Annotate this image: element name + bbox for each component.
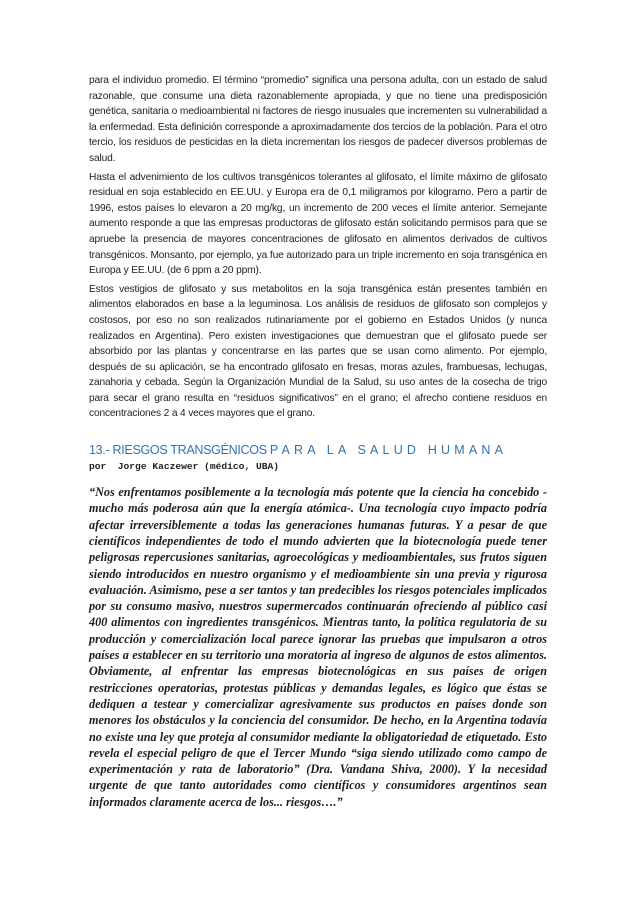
paragraph-vestigios-glifosato: Estos vestigios de glifosato y sus metabolitos en la soja transgénica están presentes también en alimentos elaborados en base a la leguminosa. Los análisis de residuos de glifosato son complejos y costosos, por eso no son realizados rutinariamente por el gobierno en Estados Unidos (y nunca realizados en Argentina). Pero existen investigaciones que demuestran que el glifosato puede ser absorbido por las plantas y concentrarse en las partes que se usan como alimento. Por ejemplo, después de su aplicación, se ha encontrado glifosato en fresas, moras azules, frambuesas, lechugas, zanahoria y cebada. Según la Organización Mundial de la Salud, su uso antes de la cosecha de trigo para secar el grano resulta en “residuos significativos” en el grano; el afrecho contiene residuos en concentraciones 2 a 4 veces mayores que el grano. — [89, 283, 547, 420]
paragraph-promedio: para el individuo promedio. El término “promedio” significa una persona adulta, con un estado de salud razonable, que consume una dieta razonablemente apropiada, y que no tiene una predisposición genética, sanitaria o medioambiental ni factores de riesgo inusuales que incrementen su vulnerabilidad a la enfermedad. Esta definición corresponde a aproximadamente dos tercios de la población. Para el otro tercio, los residuos de pesticidas en la dieta incrementan los riesgos de padecer diversos problemas de salud. — [89, 75, 547, 164]
quote-paragraph: “Nos enfrentamos posiblemente a la tecnología más potente que la ciencia ha concebido -mucho más poderosa aún que la energía atómica-. Una tecnología cuyo impacto podría afectar irreversiblemente a todas las generaciones humanas futuras. Y a pesar de que científicos independientes de todo el mundo advierten que la biotecnología puede tener peligrosas repercusiones sanitarias, agroecológicas y medioambientales, sus frutos siguen siendo introducidos en nuestro organismo y el medioambiente sin una previa y rigurosa evaluación. Asimismo, pese a ser tantos y tan predecibles los riesgos potenciales implicados por su consumo masivo, nuestros supermercados continuarán ofreciendo al público casi 400 alimentos con ingredientes transgénicos. Mientras tanto, la política regulatoria de su producción y comercialización local parece ignorar las pruebas que impulsaron a otros países a establecer en su territorio una moratoria al ingreso de algunos de estos alimentos. Obviamente, al enfrentar las empresas biotecnológicas en sus países de origen restricciones operatorias, protestas públicas y demandas legales, es lógico que éstas se dediquen a testear y comercializar agresivamente sus productos en países donde son menores los obstáculos y la conciencia del consumidor. De hecho, en la Argentina todavía no existe una ley que proteja al consumidor mediante la obligatoriedad de etiquetado. Esto revela el especial peligro de que el Tercer Mundo “siga siendo utilizado como campo de experimentación y rata de laboratorio” (Dra. Vandana Shiva, 2000). Y la necesidad urgente de que tanto autoridades como científicos y consumidores argentinos sean informados claramente acerca de los... riesgos….” — [89, 485, 547, 809]
paragraph-limite-glifosato: Hasta el advenimiento de los cultivos transgénicos tolerantes al glifosato, el límite máximo de glifosato residual en soja establecido en EE.UU. y Europa era de 0,1 miligramos por kilogramo. Pero a partir de 1996, estos países lo elevaron a 20 mg/kg, un incremento de 200 veces el límite anterior. Semejante aumento responde a que las empresas productoras de glifosato están solicitando permisos para que se apruebe la presencia de mayores concentraciones de glifosato en alimentos derivados de cultivos transgénicos. Monsanto, por ejemplo, ya fue autorizado para un triple incremento en soja transgénica en Europa y EE.UU. (de 6 ppm a 20 ppm). — [89, 171, 547, 277]
author-byline: por Jorge Kaczewer (médico, UBA) — [89, 461, 279, 473]
section-heading-prefix: 13.- RIESGOS TRANSGÉNICOS — [89, 443, 270, 458]
section-heading — [89, 442, 547, 459]
document-page — [89, 73, 547, 810]
section-heading-spaced: PARA LA SALUD HUMANA — [269, 443, 508, 458]
